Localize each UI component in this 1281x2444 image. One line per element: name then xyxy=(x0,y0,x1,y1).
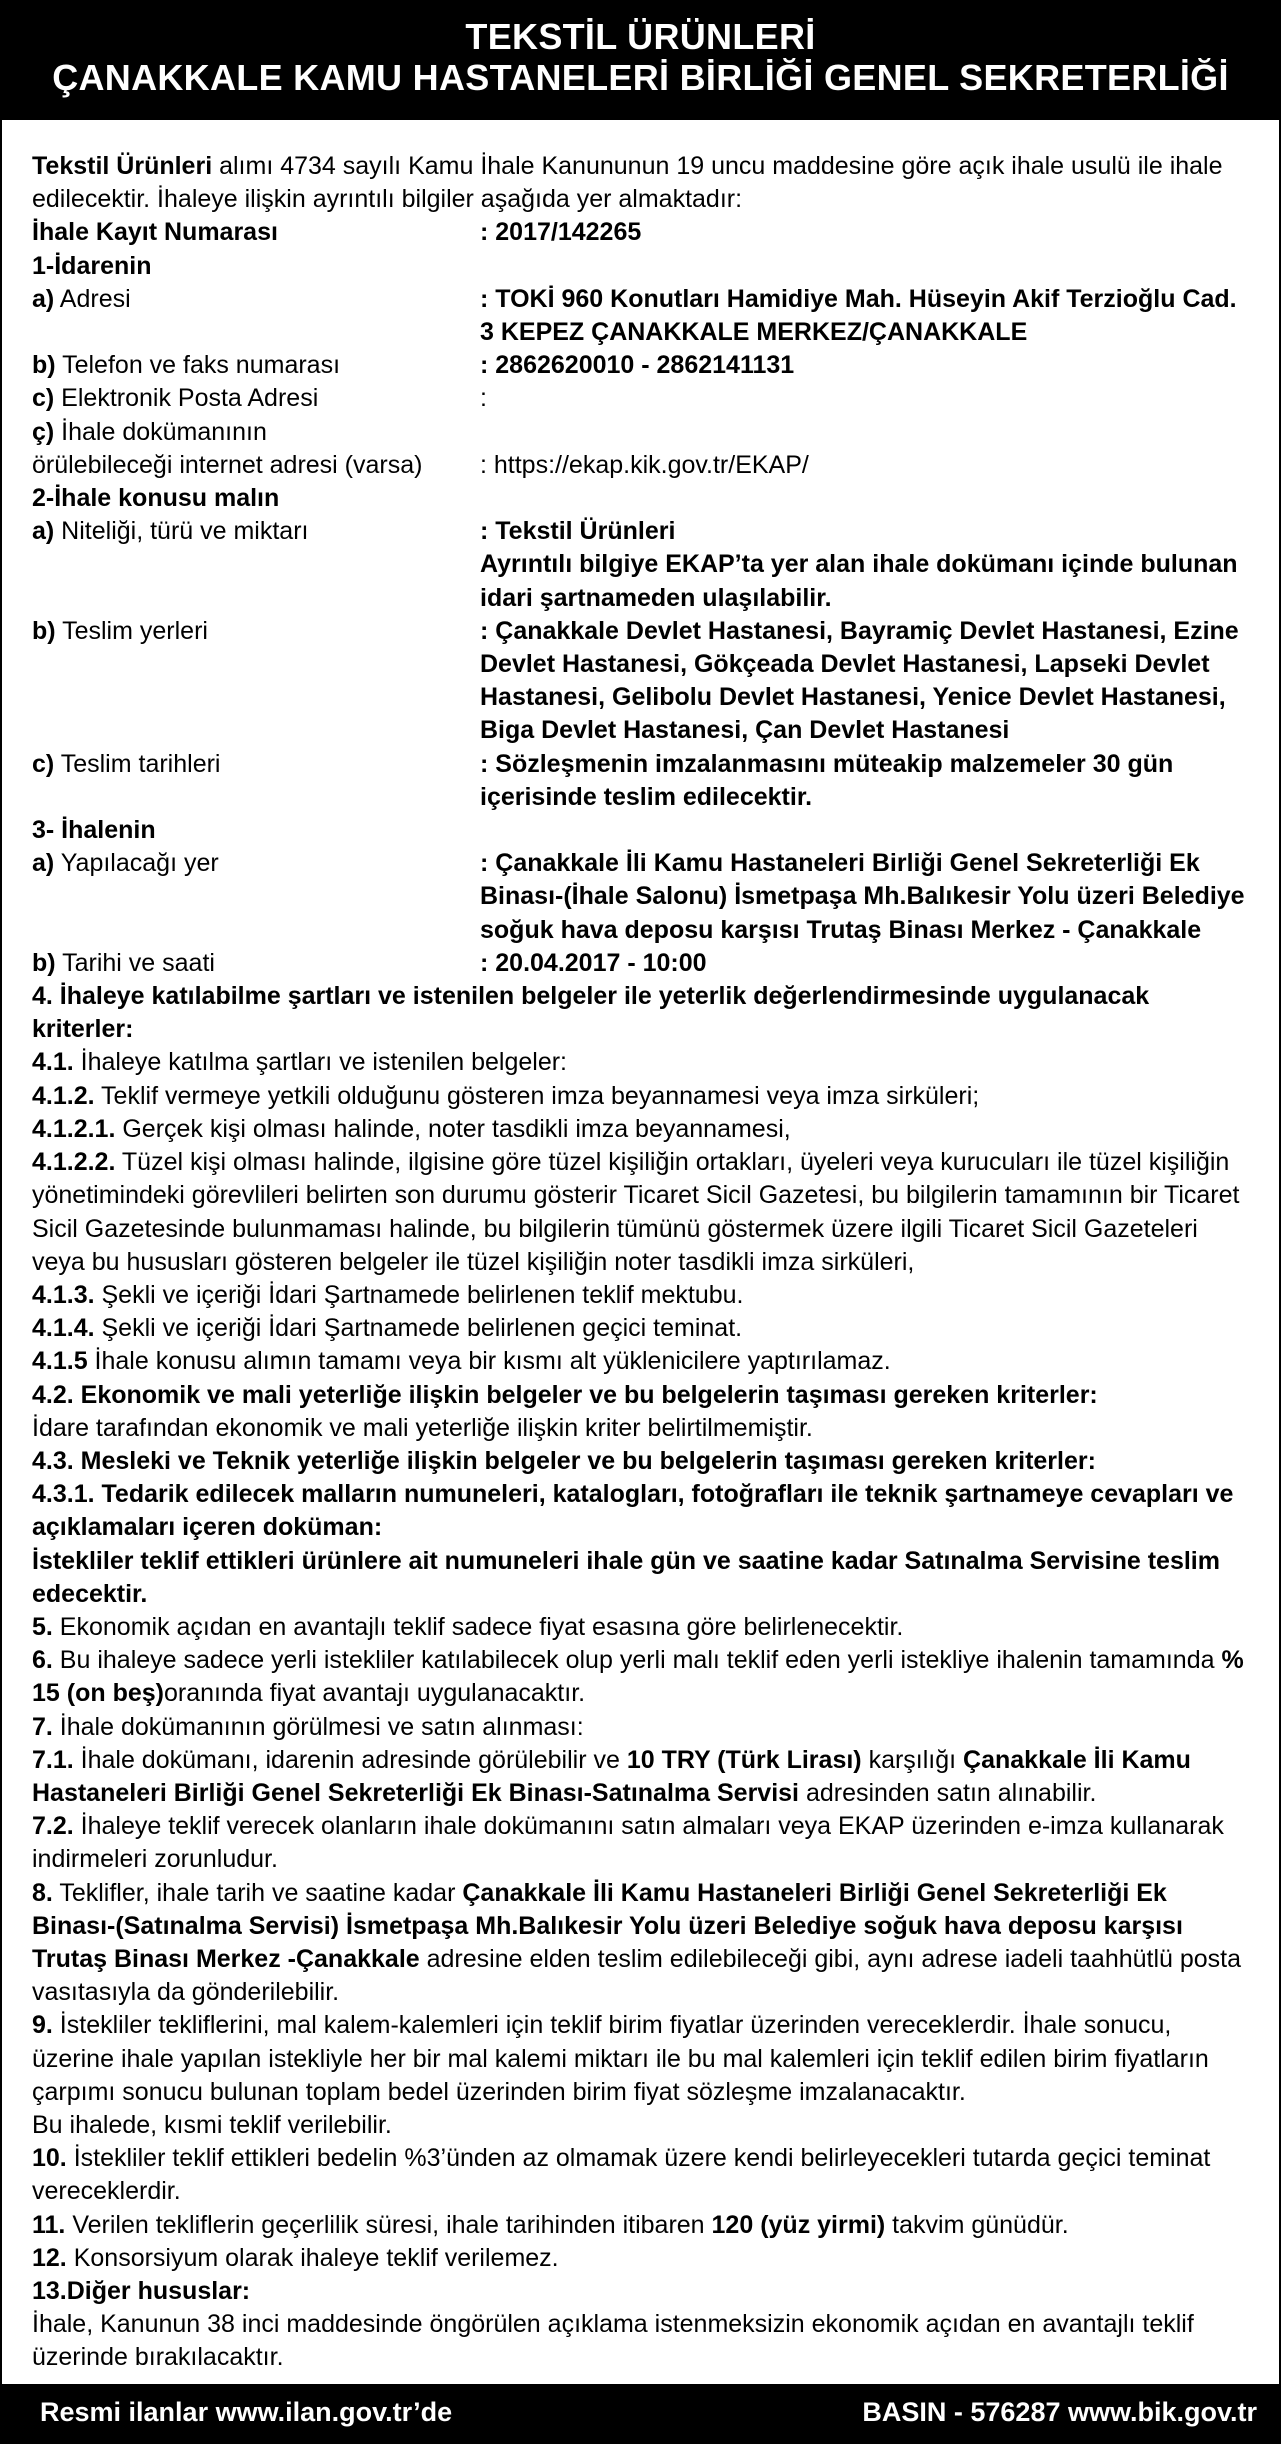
datetime-row: b) Tarihi ve saati : 20.04.2017 - 10:00 xyxy=(32,947,1257,980)
venue-value: : Çanakkale İli Kamu Hastaneleri Birliği Genel Sekreterliği Ek Binası-(İhale Salonu) İsmetpaşa Mh.Balıkesir Yolu üzeri Belediye soğuk hava deposu karşısı Trutaş Binası Merkez - Çanakkale xyxy=(480,849,1245,944)
item-4-2-heading: 4.2. Ekonomik ve mali yeterliğe ilişkin belgeler ve bu belgelerin taşıması gereken kriterler: xyxy=(32,1380,1098,1409)
item-10: 10. İstekliler teklif ettikleri bedelin %3’ünden az olmamak üzere kendi belirleyecekleri tutarda geçici teminat vereceklerdir. xyxy=(32,2144,1211,2206)
nature-value: : Tekstil Ürünleri xyxy=(480,517,676,546)
email-row: c) Elektronik Posta Adresi : xyxy=(32,382,1257,415)
section-1-heading: 1-İdarenin xyxy=(32,251,152,280)
section-2-heading: 2-İhale konusu malın xyxy=(32,484,280,513)
header-title: TEKSTİL ÜRÜNLERİ xyxy=(465,16,816,57)
delivery-places-value: : Çanakkale Devlet Hastanesi, Bayramiç Devlet Hastanesi, Ezine Devlet Hastanesi, Gökçeada Devlet Hastanesi, Lapseki Devlet Hastanesi, Gelibolu Devlet Hastanesi, Yenice Devlet Hastanesi, Biga Devlet Hastanesi, Çan Devlet Hastanesi xyxy=(480,616,1239,745)
item-9-extra: Bu ihalede, kısmi teklif verilebilir. xyxy=(32,2110,392,2139)
section-3-heading: 3- İhalenin xyxy=(32,816,156,845)
footer-banner xyxy=(2,2384,1279,2442)
item-4-1-2: 4.1.2. Teklif vermeye yetkili olduğunu gösteren imza beyannamesi veya imza sirküleri; xyxy=(32,1081,980,1110)
item-7-1: 7.1. İhale dokümanı, idarenin adresinde görülebilir ve 10 TRY (Türk Lirası) karşılığı Çanakkale İli Kamu Hastaneleri Birliği Genel Sekreterliği Ek Binası-Satınalma Servisi adresinden satın alınabilir. xyxy=(32,1745,1191,1807)
item-5: 5. Ekonomik açıdan en avantajlı teklif sadece fiyat esasına göre belirlenecektir. xyxy=(32,1612,904,1641)
item-12: 12. Konsorsiyum olarak ihaleye teklif verilemez. xyxy=(32,2243,559,2272)
item-8: 8. Teklifler, ihale tarih ve saatine kadar Çanakkale İli Kamu Hastaneleri Birliği Genel Sekreterliği Ek Binası-(Satınalma Servisi) İsmetpaşa Mh.Balıkesir Yolu üzeri Belediye soğuk hava deposu karşısı Trutaş Binası Merkez -Çanakkale adresine elden teslim edilebileceği gibi, aynı adrese iadeli taahhütlü posta vasıtasıyla da gönderilebilir. xyxy=(32,1878,1242,2007)
registry-row xyxy=(32,216,1257,249)
registry-label: İhale Kayıt Numarası xyxy=(32,218,278,247)
address-value: : TOKİ 960 Konutları Hamidiye Mah. Hüseyin Akif Terzioğlu Cad. 3 KEPEZ ÇANAKKALE MERKEZ/ÇANAKKALE xyxy=(480,284,1237,347)
document-url-link[interactable]: : https://ekap.kik.gov.tr/EKAP/ xyxy=(480,450,809,479)
header-subtitle: ÇANAKKALE KAMU HASTANELERİ BİRLİĞİ GENEL SEKRETERLİĞİ xyxy=(52,57,1229,98)
address-row: a) Adresi : TOKİ 960 Konutları Hamidiye Mah. Hüseyin Akif Terzioğlu Cad. 3 KEPEZ ÇANAKKALE MERKEZ/ÇANAKKALE xyxy=(32,283,1257,349)
item-13-heading: 13.Diğer hususlar: xyxy=(32,2277,251,2305)
item-4-3-1-heading: 4.3.1. Tedarik edilecek malların numuneleri, katalogları, fotoğrafları ile teknik şartnameye cevapları ve açıklamaları içeren doküman: xyxy=(32,1480,1234,1542)
item-6: 6. Bu ihaleye sadece yerli istekliler katılabilecek olup yerli malı teklif eden yerli istekliye ihalenin tamamında % 15 (on beş)oranında fiyat avantajı uygulanacaktır. xyxy=(32,1646,1244,1708)
footer-left-text: Resmi ilanlar www.ilan.gov.tr’de xyxy=(40,2397,453,2428)
phone-value: : 2862620010 - 2862141131 xyxy=(480,351,795,380)
section-4-heading: 4. İhaleye katılabilme şartları ve istenilen belgeler ile yeterlik değerlendirmesinde uygulanacak kriterler: xyxy=(32,982,1150,1044)
nature-row: a) Niteliği, türü ve miktarı : Tekstil Ürünleri Ayrıntılı bilgiye EKAP’ta yer alan ihale dokümanı içinde bulunan idari şartnameden ulaşılabilir. xyxy=(32,515,1257,615)
header-banner xyxy=(2,2,1279,120)
item-4-1-3: 4.1.3. Şekli ve içeriği İdari Şartnamede belirlenen teklif mektubu. xyxy=(32,1280,744,1309)
item-7-2: 7.2. İhaleye teklif verecek olanların ihale dokümanını satın almaları veya EKAP üzerinden e-imza kullanarak indirmeleri zorunludur. xyxy=(32,1812,1224,1874)
datetime-value: : 20.04.2017 - 10:00 xyxy=(480,948,707,977)
document-label-line1: ç) İhale dokümanının xyxy=(32,417,267,446)
delivery-places-row: b) Teslim yerleri : Çanakkale Devlet Hastanesi, Bayramiç Devlet Hastanesi, Ezine Devlet Hastanesi, Gökçeada Devlet Hastanesi, Lapseki Devlet Hastanesi, Gelibolu Devlet Hastanesi, Yenice Devlet Hastanesi, Biga Devlet Hastanesi, Çan Devlet Hastanesi xyxy=(32,615,1257,748)
item-4-1-4: 4.1.4. Şekli ve içeriği İdari Şartnamede belirlenen geçici teminat. xyxy=(32,1314,743,1343)
nature-note: Ayrıntılı bilgiye EKAP’ta yer alan ihale dokümanı içinde bulunan idari şartnameden ulaşılabilir. xyxy=(480,550,1238,612)
intro-paragraph xyxy=(32,150,1257,216)
venue-row: a) Yapılacağı yer : Çanakkale İli Kamu Hastaneleri Birliği Genel Sekreterliği Ek Binası-(İhale Salonu) İsmetpaşa Mh.Balıkesir Yolu üzeri Belediye soğuk hava deposu karşısı Trutaş Binası Merkez - Çanakkale xyxy=(32,847,1257,947)
delivery-dates-value: : Sözleşmenin imzalanmasını müteakip malzemeler 30 gün içerisinde teslim edilecektir. xyxy=(480,749,1174,811)
intro-text: alımı 4734 sayılı Kamu İhale Kanununun 19 uncu maddesine göre açık ihale usulü ile ihale edilecektir. İhaleye ilişkin ayrıntılı bilgiler aşağıda yer almaktadır: xyxy=(32,152,1223,214)
announcement-body xyxy=(2,120,1279,2375)
item-9: 9. İstekliler tekliflerini, mal kalem-kalemleri için teklif birim fiyatlar üzerinden vereceklerdir. İhale sonucu, üzerine ihale yapılan istekliyle her bir mal kalemi miktarı ile bu mal kalemleri için teklif edilen birim fiyatların çarpımı sonucu bulunan toplam bedel üzerinden birim fiyat sözleşme imzalanacaktır. xyxy=(32,2011,1209,2106)
item-4-1: 4.1. İhaleye katılma şartları ve istenilen belgeler: xyxy=(32,1048,568,1077)
item-7: 7. İhale dokümanının görülmesi ve satın alınması: xyxy=(32,1712,584,1741)
item-4-1-5: 4.1.5 İhale konusu alımın tamamı veya bir kısmı alt yüklenicilere yaptırılamaz. xyxy=(32,1347,891,1376)
item-4-2-text: İdare tarafından ekonomik ve mali yeterliğe ilişkin kriter belirtilmemiştir. xyxy=(32,1413,813,1442)
footer-right-text: BASIN - 576287 www.bik.gov.tr xyxy=(862,2397,1257,2428)
item-4-1-2-1: 4.1.2.1. Gerçek kişi olması halinde, noter tasdikli imza beyannamesi, xyxy=(32,1114,791,1143)
item-13-text: İhale, Kanunun 38 inci maddesinde öngörülen açıklama istenmeksizin ekonomik açıdan en avantajlı teklif üzerinde bırakılacaktır. xyxy=(32,2310,1194,2372)
phone-row: b) Telefon ve faks numarası : 2862620010 - 2862141131 xyxy=(32,349,1257,382)
item-4-3-heading: 4.3. Mesleki ve Teknik yeterliğe ilişkin belgeler ve bu belgelerin taşıması gereken kriterler: xyxy=(32,1446,1096,1475)
registry-value: : 2017/142265 xyxy=(480,218,642,247)
item-4-3-1-text: İstekliler teklif ettikleri ürünlere ait numuneleri ihale gün ve saatine kadar Satınalma Servisine teslim edecektir. xyxy=(32,1546,1220,1608)
item-11: 11. Verilen tekliflerin geçerlilik süresi, ihale tarihinden itibaren 120 (yüz yirmi) takvim günüdür. xyxy=(32,2210,1069,2239)
document-url-row: örülebileceği internet adresi (varsa) : https://ekap.kik.gov.tr/EKAP/ xyxy=(32,449,1257,482)
intro-bold: Tekstil Ürünleri xyxy=(32,152,213,180)
delivery-dates-row: c) Teslim tarihleri : Sözleşmenin imzalanmasını müteakip malzemeler 30 gün içerisinde teslim edilecektir. xyxy=(32,748,1257,814)
email-value: : xyxy=(480,384,487,413)
item-4-1-2-2: 4.1.2.2. Tüzel kişi olması halinde, ilgisine göre tüzel kişiliğin ortakları, üyeleri veya kurucuları ile tüzel kişiliğin yönetimindeki görevlileri belirten son durumu gösterir Ticaret Sicil Gazetesi, bu bilgilerin tamamının bir Ticaret Sicil Gazetesinde bulunmaması halinde, bu bilgilerin tümünü göstermek üzere ilgili Ticaret Sicil Gazeteleri veya bu hususları gösteren belgeler ile tüzel kişiliğin noter tasdikli imza sirküleri, xyxy=(32,1148,1240,1276)
